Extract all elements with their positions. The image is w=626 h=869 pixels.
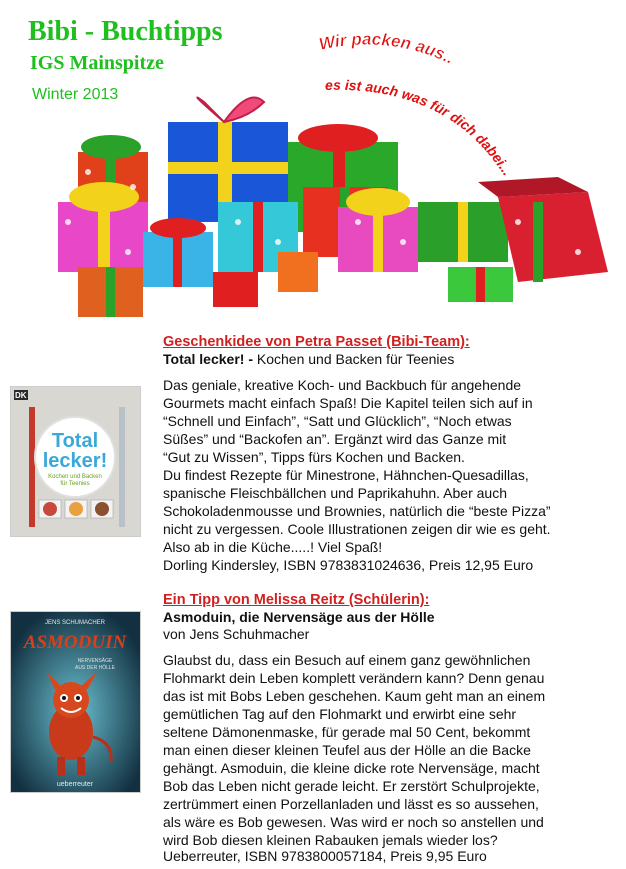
tip2-line: gemütlichen Tag auf den Flohmarkt und erwirbt eine sehr bbox=[163, 706, 517, 722]
tip1-line: spanische Fleischbällchen und Paprikahuhn. Aber auch bbox=[163, 485, 508, 501]
tip1-line: “Schnell und Einfach”, “Satt und Glücklich”, “Noch etwas bbox=[163, 413, 512, 429]
tip2-line: seltene Dämonenmaske, für gerade mal 50 Cent, bekommt bbox=[163, 724, 531, 740]
school-name: IGS Mainspitze bbox=[30, 52, 164, 74]
tip2-heading: Ein Tipp von Melissa Reitz (Schülerin): bbox=[163, 592, 430, 608]
tip1-line: Du findest Rezepte für Minestrone, Hähnchen-Quesadillas, bbox=[163, 467, 529, 483]
tip2-line: Bob das Leben nicht gerade leicht. Er zerstört Schulprojekte, bbox=[163, 778, 540, 794]
tip1-title bbox=[163, 351, 454, 367]
tip2-publisher: Ueberreuter, ISBN 9783800057184, Preis 9,95 Euro bbox=[163, 848, 487, 864]
tip2-body bbox=[163, 651, 593, 849]
cover2-publisher: ueberreuter bbox=[56, 781, 94, 788]
tip1-heading: Geschenkidee von Petra Passet (Bibi-Team): bbox=[163, 334, 470, 350]
tip1-title-bold: Total lecker! - bbox=[163, 351, 253, 367]
tip1-line: Süßes” und “Backofen an”. Ergänzt wird das Ganze mit bbox=[163, 431, 507, 447]
cover2-subtitle2: AUS DER HÖLLE bbox=[74, 665, 116, 671]
tip1-line: Das geniale, kreative Koch- und Backbuch für angehende bbox=[163, 377, 522, 393]
tip1-line: “Gut zu Wissen”, Tipps fürs Kochen und Backen. bbox=[163, 449, 465, 465]
tip1-line: Gourmets macht einfach Spaß! Die Kapitel teilen sich auf in bbox=[163, 395, 533, 411]
cover1-subtitle2: für Teenies bbox=[60, 481, 90, 487]
fork-icon bbox=[29, 407, 35, 527]
cover1-subtitle1: Kochen und Backen bbox=[48, 474, 102, 480]
cover1-brand: DK bbox=[15, 391, 27, 400]
tip1-publisher: Dorling Kindersley, ISBN 9783831024636, Preis 12,95 Euro bbox=[163, 557, 534, 573]
cover2-title: ASMODUIN bbox=[23, 632, 127, 653]
cover2-author: JENS SCHUMACHER bbox=[44, 620, 106, 626]
tip2-line: das ist mit Bobs Leben geschehen. Kaum geht man an einem bbox=[163, 688, 546, 704]
tip2-line: als wäre es Bob gewesen. Was wird er noch so anstellen und bbox=[163, 814, 544, 830]
tip2-line: Flohmarkt dein Leben komplett verändern kann? Denn genau bbox=[163, 670, 545, 686]
tip2-title: Asmoduin, die Nervensäge aus der Hölle bbox=[163, 609, 435, 625]
gift-pile-illustration bbox=[48, 92, 618, 322]
tip2-book-cover bbox=[10, 611, 141, 793]
banner-line-1: Wir packen aus.. bbox=[317, 29, 458, 68]
svg-text:Wir packen aus.. bbox=[317, 30, 457, 68]
tip1-title-rest: Kochen und Backen für Teenies bbox=[253, 351, 455, 367]
tip1-body bbox=[163, 376, 593, 556]
tip2-line: gehängt. Asmoduin, die kleine dicke rote Nervensäge, macht bbox=[163, 760, 540, 776]
cover1-line2: lecker! bbox=[42, 450, 108, 472]
tip1-line: nicht zu vergessen. Coole Illustrationen zeigen dir wie es geht. bbox=[163, 521, 551, 537]
tip2-line: man einen dieser kleinen Teufel aus der Hölle an die Backe bbox=[163, 742, 531, 758]
tip2-author: von Jens Schuhmacher bbox=[163, 626, 310, 642]
tip2-line: wird Bob diesen kleinen Rabauken jemals wieder los? bbox=[163, 832, 498, 848]
tip2-line: Glaubst du, dass ein Besuch auf einem ganz gewöhnlichen bbox=[163, 652, 531, 668]
tip1-line: Schokoladenmousse und Brownies, natürlich die “beste Pizza” bbox=[163, 503, 551, 519]
knife-icon bbox=[119, 407, 125, 527]
season-label: Winter 2013 bbox=[32, 86, 119, 103]
tip2-line: zertrümmert einen Porzellanladen und lässt es so aussehen, bbox=[163, 796, 539, 812]
tip1-line: Also ab in die Küche.....! Viel Spaß! bbox=[163, 539, 383, 555]
tip1-book-cover bbox=[10, 386, 141, 537]
banner-line-2: es ist auch was für dich dabei... bbox=[324, 76, 516, 179]
cover2-subtitle1: NERVENSÄGE bbox=[77, 658, 113, 664]
cover1-line1: Total bbox=[51, 430, 99, 452]
page-title: Bibi - Buchtipps bbox=[28, 16, 223, 47]
